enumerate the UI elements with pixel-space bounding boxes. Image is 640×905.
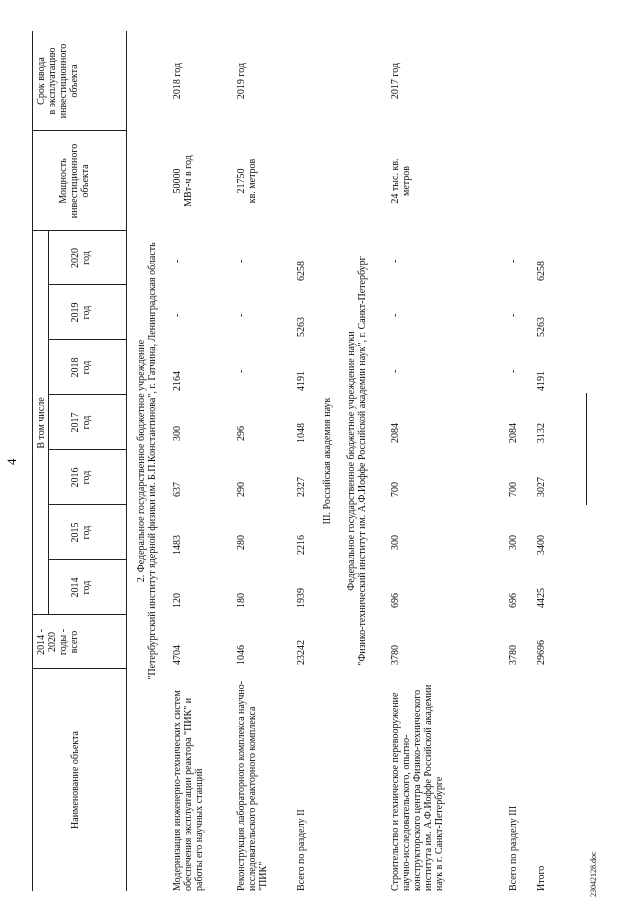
cell-2015: 3400 (536, 535, 547, 555)
row-object-name: Всего по разделу III (508, 805, 519, 891)
cell-2017: 2084 (508, 423, 519, 443)
cell-2019: - (508, 313, 519, 317)
header-commission-date: Срок ввода в эксплуатацию инвестиционного объекта (36, 43, 80, 119)
cell-2015: 280 (236, 535, 247, 550)
header-year-2014: 2014 год (70, 577, 92, 598)
cell-total: 3780 (390, 645, 401, 665)
cell-2017: 3132 (536, 423, 547, 443)
cell-commission: 2019 год (236, 62, 247, 100)
cell-2014: 1939 (296, 588, 307, 608)
header-capacity: Мощность инвестиционного объекта (58, 143, 91, 219)
cell-capacity: 50000 МВт-ч в год (172, 155, 194, 207)
cell-2015: 1483 (172, 535, 183, 555)
cell-2019: - (236, 313, 247, 317)
cell-commission: 2017 год (390, 62, 401, 100)
cell-total: 4704 (172, 645, 183, 665)
header-year-2015: 2015 год (70, 522, 92, 543)
cell-2017: 300 (172, 426, 183, 441)
cell-2018: 2164 (172, 371, 183, 391)
cell-2017: 1048 (296, 423, 307, 443)
cell-2018: 4191 (536, 371, 547, 391)
cell-2014: 696 (508, 593, 519, 608)
cell-2016: 700 (508, 482, 519, 497)
cell-2015: 2216 (296, 535, 307, 555)
cell-2020: - (236, 259, 247, 263)
cell-2019: - (172, 313, 183, 317)
cell-2014: 180 (236, 593, 247, 608)
cell-2018: - (508, 369, 519, 373)
header-year-2017: 2017 год (70, 412, 92, 433)
cell-total: 29696 (536, 640, 547, 665)
row-object-name: Всего по разделу II (296, 809, 307, 891)
cell-2018: 4191 (296, 371, 307, 391)
cell-total: 23242 (296, 640, 307, 665)
cell-2019: 5263 (296, 317, 307, 337)
header-year-2019: 2019 год (70, 302, 92, 323)
cell-2015: 300 (508, 535, 519, 550)
cell-2017: 2084 (390, 423, 401, 443)
cell-2020: 6258 (296, 261, 307, 281)
cell-2016: 290 (236, 482, 247, 497)
cell-2020: - (172, 259, 183, 263)
cell-2014: 696 (390, 593, 401, 608)
cell-capacity: 21750 кв. метров (236, 158, 258, 204)
row-object-name: Модернизация инженерно-технических систем обеспечения эксплуатации реактора "ПИК" и работы его научных станций (172, 690, 205, 891)
cell-2015: 300 (390, 535, 401, 550)
row-object-name: Итого (536, 865, 547, 891)
header-object-name: Наименование объекта (70, 731, 81, 829)
cell-2018: - (236, 369, 247, 373)
table-header-bottom-border (126, 31, 127, 891)
end-separator-line (586, 393, 587, 505)
subheader-divider (48, 231, 49, 615)
cell-commission: 2018 год (172, 62, 183, 100)
page-number: 4 (4, 458, 19, 465)
cell-2020: 6258 (536, 261, 547, 281)
cell-2017: 296 (236, 426, 247, 441)
cell-2016: 3027 (536, 477, 547, 497)
row-object-name: Реконструкция лабораторного комплекса научно-исследовательского реакторного комплекса "ПИК" (236, 680, 269, 891)
cell-total: 3780 (508, 645, 519, 665)
cell-2019: 5263 (536, 317, 547, 337)
row-object-name: Строительство и техническое перевооружение научно-исследовательского, опытно-конструкторского центра Физико-технического института им. А.Ф.Иоффе Российской академии наук в г. Санкт-Петербурге (390, 684, 445, 891)
header-year-2018: 2018 год (70, 357, 92, 378)
cell-2018: - (390, 369, 401, 373)
cell-2019: - (390, 313, 401, 317)
table-top-border (32, 31, 33, 891)
section2-heading: 2. Федеральное государственное бюджетное учреждение "Петербургский институт ядерной физики им. Б.П.Константинова", г. Гатчина, Ленинградская область (136, 242, 158, 680)
cell-2020: - (390, 259, 401, 263)
cell-2014: 4425 (536, 588, 547, 608)
section3-organization: Федеральное государственное бюджетное учреждение науки "Физико-технический институт им. А.Ф.Иоффе Российской академии наук", г. Санкт-Петербург (346, 256, 368, 666)
header-year-2020: 2020 год (70, 248, 92, 268)
cell-total: 1046 (236, 645, 247, 665)
section3-heading: III. Российская академия наук (322, 397, 333, 525)
cell-2014: 120 (172, 593, 183, 608)
cell-2016: 2327 (296, 477, 307, 497)
cell-2016: 637 (172, 482, 183, 497)
header-total: 2014 - 2020 годы - всего (36, 628, 80, 656)
header-in-that-number: В том числе (36, 397, 47, 449)
document-id: 23042128.doc (589, 851, 598, 897)
cell-capacity: 24 тыс. кв. метров (390, 158, 412, 204)
header-year-2016: 2016 год (70, 467, 92, 488)
cell-2020: - (508, 259, 519, 263)
cell-2016: 700 (390, 482, 401, 497)
